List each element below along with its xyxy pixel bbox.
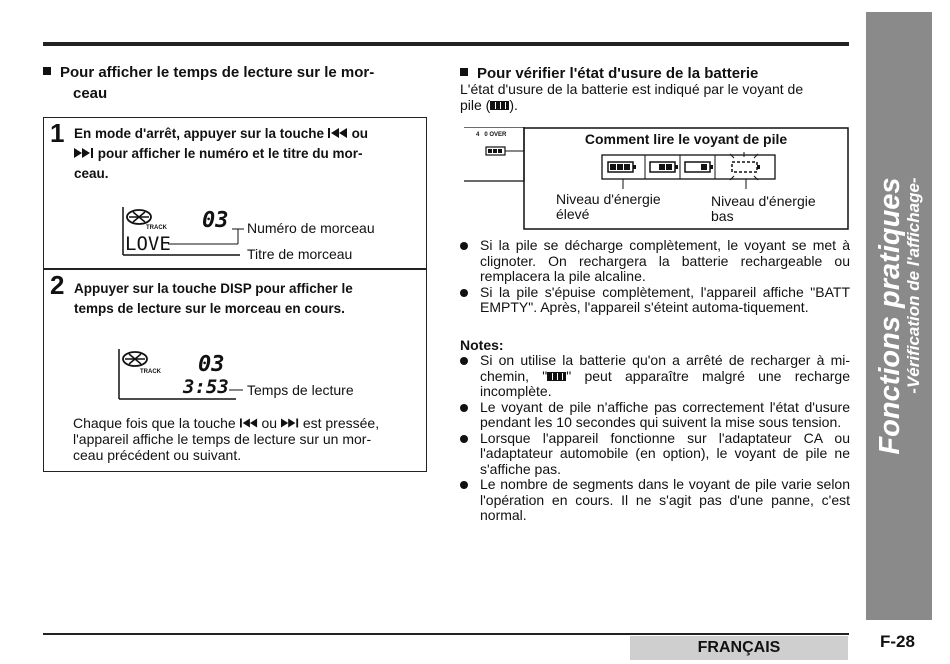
lcd-time: 3:53 bbox=[183, 376, 229, 398]
bullet-item: Si la pile s'épuise complètement, l'appareil affiche "BATT EMPTY". Après, l'appareil s'éteint automa-tiquement. bbox=[460, 285, 850, 316]
page-number: F-28 bbox=[880, 632, 915, 651]
step-2-text: Appuyer sur la touche DISP pour afficher le temps de lecture sur le morceau en cours. bbox=[74, 281, 353, 316]
track-title-label: Titre de morceau bbox=[247, 246, 353, 262]
lcd-track-number: 03 bbox=[202, 208, 229, 233]
lcd-title: LOVE bbox=[125, 233, 171, 255]
language-label: FRANÇAIS bbox=[630, 636, 848, 660]
lcd-track-label: TRACK bbox=[140, 369, 161, 375]
battery-intro: L'état d'usure de la batterie est indiqué par le voyant de pile ( ). bbox=[460, 81, 804, 113]
bottom-rule bbox=[43, 633, 849, 635]
previous-track-icon bbox=[240, 415, 258, 431]
track-number-label: Numéro de morceau bbox=[247, 220, 375, 236]
step-2-leader-line bbox=[0, 0, 440, 480]
sidebar-title: Fonctions pratiques bbox=[874, 177, 906, 455]
notes-title: Notes: bbox=[460, 337, 504, 353]
square-bullet-icon bbox=[460, 68, 468, 76]
playback-time-label: Temps de lecture bbox=[247, 382, 354, 398]
bullet-item: Si la pile se décharge complètement, le voyant se met à clignoter. On rechargera la batterie rechargeable ou remplacera la pile alcaline. bbox=[460, 238, 850, 285]
battery-diagram-title: Comment lire le voyant de pile bbox=[584, 131, 788, 147]
sidebar-subtitle: -Vérification de l'affichage- bbox=[904, 177, 923, 394]
battery-bullets bbox=[460, 238, 850, 316]
lcd-track-label: TRACK bbox=[146, 225, 167, 231]
note-item: Si on utilise la batterie qu'on a arrêté de recharger à mi-chemin, " " peut apparaître malgré une recharge incomplète. bbox=[460, 353, 850, 400]
lcd-small-label: 4 0 OVER bbox=[476, 132, 507, 138]
section-sidebar bbox=[866, 12, 932, 620]
step-1-text: En mode d'arrêt, appuyer sur la touche ou pour afficher le numéro et le titre du mor- ceau. bbox=[74, 126, 369, 181]
battery-icon bbox=[547, 372, 566, 381]
notes-list bbox=[460, 353, 850, 524]
step-2-note: Chaque fois que la touche ou est pressée, l'appareil affiche le temps de lecture sur un mor- ceau précédent ou suivant. bbox=[73, 415, 380, 463]
step-1-number: 1 bbox=[50, 118, 65, 148]
high-energy-label: Niveau d'énergie élevé bbox=[556, 191, 661, 222]
low-energy-label: Niveau d'énergie bas bbox=[711, 193, 816, 224]
step-2-number: 2 bbox=[50, 270, 65, 300]
lcd-track-number: 03 bbox=[198, 352, 225, 377]
next-track-icon bbox=[281, 415, 299, 431]
left-heading: Pour afficher le temps de lecture sur le mor- ceau bbox=[43, 62, 433, 104]
battery-icon bbox=[490, 101, 509, 110]
note-item: Le nombre de segments dans le voyant de pile varie selon l'opération en cours. Il ne s'agit pas d'une panne, c'est normal. bbox=[460, 477, 850, 524]
right-heading: Pour vérifier l'état d'usure de la batterie bbox=[460, 63, 855, 84]
note-item: Le voyant de pile n'affiche pas correctement l'état d'usure pendant les 10 secondes qui suivent la mise sous tension. bbox=[460, 400, 850, 431]
note-item: Lorsque l'appareil fonctionne sur l'adaptateur CA ou l'adaptateur automobile (en option), le voyant de pile ne s'affiche pas. bbox=[460, 431, 850, 478]
battery-diagram bbox=[464, 127, 850, 231]
